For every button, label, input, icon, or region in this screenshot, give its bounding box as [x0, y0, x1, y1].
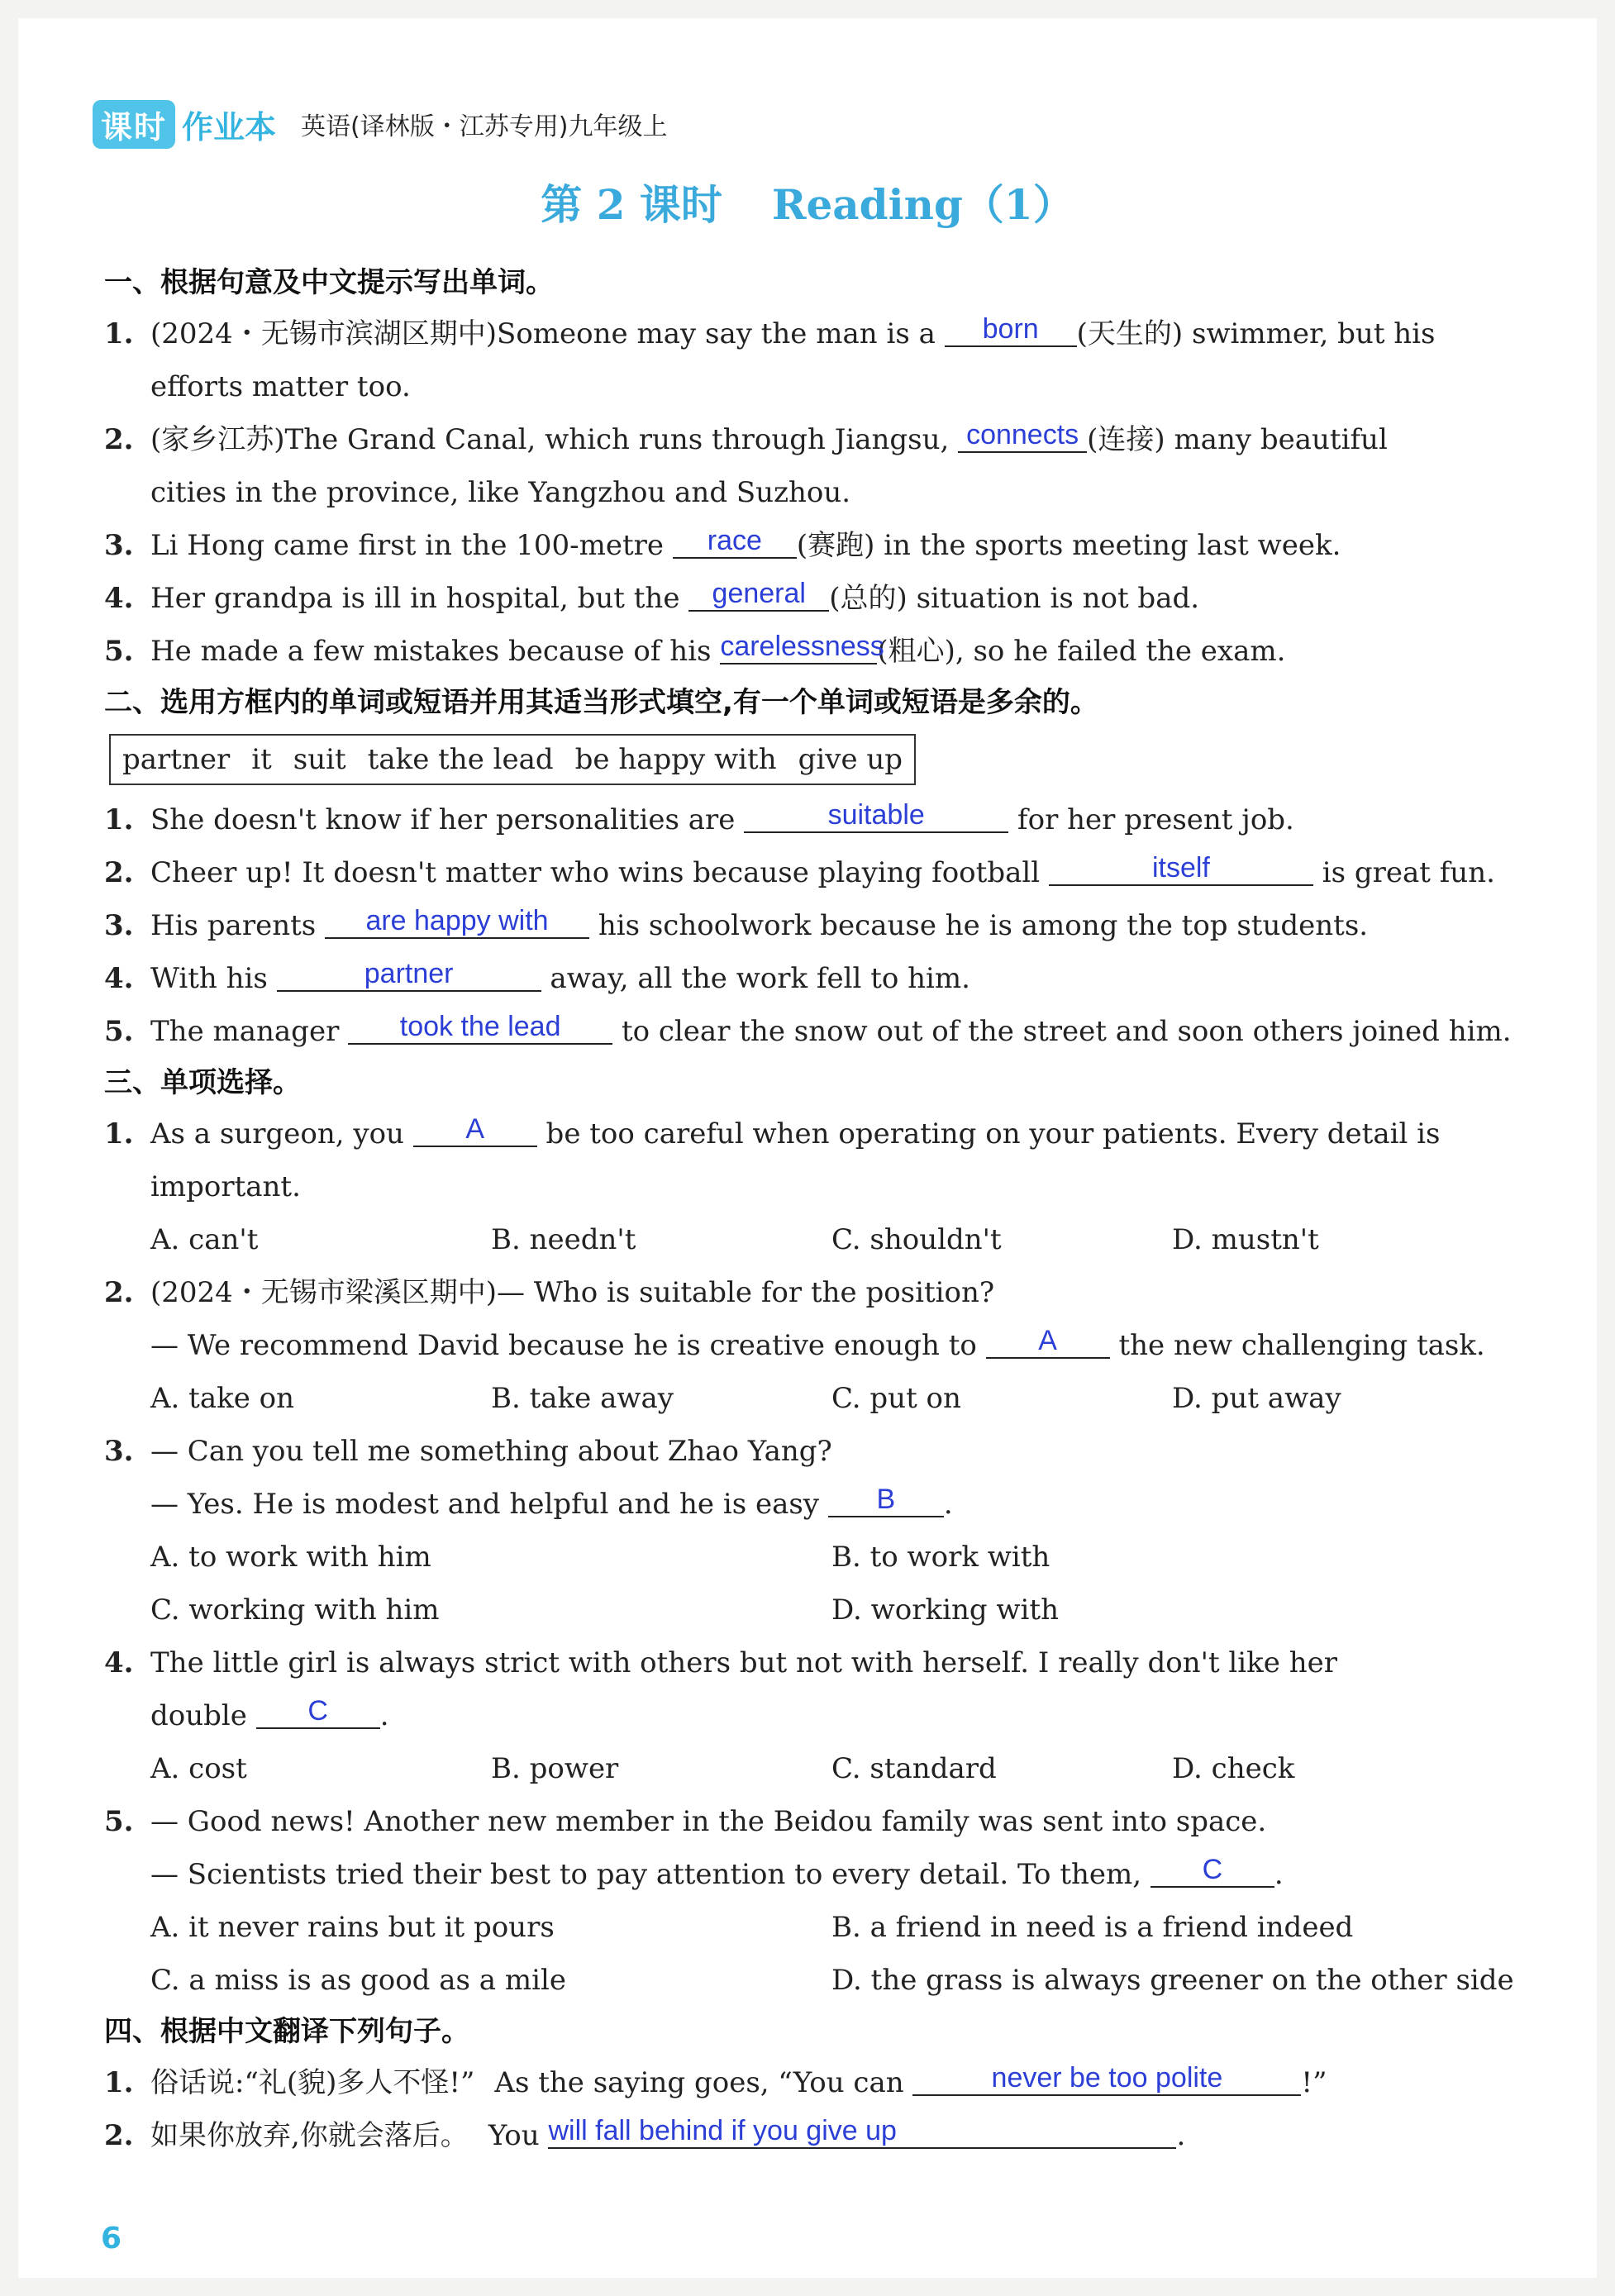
option[interactable]: D. mustn't [1172, 1223, 1319, 1256]
s3-question-3-answer-line: — Yes. He is modest and helpful and he is easy B . [150, 1484, 953, 1521]
section-3-heading: 三、单项选择。 [104, 1066, 301, 1099]
answer-blank[interactable]: B [828, 1483, 944, 1517]
s3-question-5: 5. — Good news! Another new member in the Beidou family was sent into space. [104, 1805, 1267, 1838]
option[interactable]: B. a friend in need is a friend indeed [831, 1911, 1354, 1944]
s4-question-2: 2. 如果你放弃,你就会落后。 You will fall behind if you give up . [104, 2115, 1186, 2152]
s2-question-4: 4. With his partner away, all the work fell to him. [104, 958, 970, 995]
s2-question-3: 3. His parents are happy with his schoolwork because he is among the top students. [104, 905, 1369, 942]
answer-blank[interactable]: took the lead [348, 1010, 612, 1045]
s4-question-1: 1. 俗话说:“礼(貌)多人不怪!” As the saying goes, “You can never be too polite !” [104, 2062, 1327, 2099]
page [18, 18, 1597, 2278]
s2-question-2: 2. Cheer up! It doesn't matter who wins because playing football itself is great fun. [104, 852, 1495, 889]
s2-question-1: 1. She doesn't know if her personalities are suitable for her present job. [104, 799, 1294, 836]
s3-question-3: 3. — Can you tell me something about Zhao Yang? [104, 1435, 832, 1468]
word-box [109, 734, 916, 785]
answer-blank[interactable]: carelessness [720, 630, 877, 665]
answer-blank[interactable]: born [945, 312, 1077, 347]
s3-question-1: 1. As a surgeon, you A be too careful when operating on your patients. Every detail is [104, 1113, 1441, 1150]
worksheet-content [104, 258, 1526, 2162]
s3-question-2: 2. (2024・无锡市梁溪区期中)— Who is suitable for the position? [104, 1276, 995, 1309]
option[interactable]: A. cost [150, 1752, 247, 1785]
option[interactable]: D. working with [831, 1593, 1059, 1627]
options-row [104, 1372, 1526, 1425]
answer-blank[interactable]: C [256, 1694, 380, 1729]
option[interactable]: B. needn't [491, 1223, 636, 1256]
word-box-item: suit [293, 743, 346, 776]
brand-name: 作业本 [182, 108, 277, 145]
options-row [104, 1213, 1526, 1266]
options-row [104, 1901, 1526, 1954]
option[interactable]: D. put away [1172, 1382, 1341, 1415]
option[interactable]: A. to work with him [150, 1541, 431, 1574]
answer-blank[interactable]: are happy with [325, 904, 589, 939]
options-row [104, 1742, 1526, 1795]
answer-blank[interactable]: general [688, 577, 829, 612]
option[interactable]: D. the grass is always greener on the other side [831, 1964, 1514, 1997]
options-row [104, 1584, 1526, 1636]
brand-logo-mark: 课时 [93, 100, 175, 149]
answer-blank[interactable]: race [673, 524, 797, 559]
section-1-heading: 一、根据句意及中文提示写出单词。 [104, 266, 554, 299]
option[interactable]: A. it never rains but it pours [150, 1911, 555, 1944]
answer-blank[interactable]: will fall behind if you give up [548, 2114, 1176, 2149]
page-title [18, 172, 1597, 231]
option[interactable]: A. can't [150, 1223, 259, 1256]
s3-question-1-cont: important. [150, 1170, 301, 1203]
s1-question-2-cont: cities in the province, like Yangzhou and Suzhou. [150, 476, 851, 509]
answer-blank[interactable]: C [1151, 1853, 1274, 1888]
section-4-heading: 四、根据中文翻译下列句子。 [104, 2015, 469, 2048]
s1-question-3: 3. Li Hong came first in the 100-metre race (赛跑) in the sports meeting last week. [104, 525, 1341, 562]
s1-question-2: 2. (家乡江苏)The Grand Canal, which runs through Jiangsu, connects (连接) many beautiful [104, 419, 1388, 456]
subject-label: 英语(译林版・江苏专用)九年级上 [301, 112, 668, 141]
option[interactable]: B. power [491, 1752, 619, 1785]
answer-blank[interactable]: suitable [744, 798, 1008, 833]
option[interactable]: C. working with him [150, 1593, 440, 1627]
option[interactable]: C. standard [831, 1752, 997, 1785]
page-number: 6 [101, 2222, 122, 2256]
option[interactable]: B. to work with [831, 1541, 1050, 1574]
s3-question-4: 4. The little girl is always strict with others but not with herself. I really don't like her [104, 1646, 1337, 1679]
word-box-item: take the lead [367, 743, 554, 776]
brand-logo [93, 100, 276, 149]
answer-blank[interactable]: itself [1049, 851, 1313, 886]
s3-question-4-answer-line: double C . [150, 1695, 389, 1732]
answer-blank[interactable]: never be too polite [912, 2061, 1301, 2096]
s1-question-4: 4. Her grandpa is ill in hospital, but the general (总的) situation is not bad. [104, 578, 1200, 615]
lesson-number: 第 2 课时 [541, 180, 722, 229]
word-box-item: partner [122, 743, 231, 776]
s1-question-5: 5. He made a few mistakes because of his carelessness(粗心), so he failed the exam. [104, 631, 1286, 668]
lesson-topic: Reading（1） [771, 180, 1074, 229]
word-box-item: give up [798, 743, 903, 776]
answer-blank[interactable]: A [986, 1324, 1110, 1359]
s2-question-5: 5. The manager took the lead to clear the snow out of the street and soon others joined him. [104, 1011, 1512, 1048]
option[interactable]: A. take on [150, 1382, 295, 1415]
answer-blank[interactable]: partner [277, 957, 541, 992]
answer-blank[interactable]: A [413, 1112, 537, 1147]
options-row [104, 1531, 1526, 1584]
option[interactable]: C. a miss is as good as a mile [150, 1964, 566, 1997]
word-box-item: be happy with [574, 743, 777, 776]
section-2-heading: 二、选用方框内的单词或短语并用其适当形式填空,有一个单词或短语是多余的。 [104, 686, 1098, 719]
options-row [104, 1954, 1526, 2007]
s3-question-2-answer-line: — We recommend David because he is creative enough to A the new challenging task. [150, 1325, 1485, 1362]
header [93, 99, 667, 149]
s3-question-5-answer-line: — Scientists tried their best to pay attention to every detail. To them, C . [150, 1854, 1284, 1891]
option[interactable]: C. shouldn't [831, 1223, 1002, 1256]
option[interactable]: D. check [1172, 1752, 1295, 1785]
answer-blank[interactable]: connects [958, 418, 1087, 453]
option[interactable]: C. put on [831, 1382, 961, 1415]
word-box-item: it [251, 743, 272, 776]
option[interactable]: B. take away [491, 1382, 674, 1415]
s1-question-1-cont: efforts matter too. [150, 370, 411, 403]
s1-question-1: 1. (2024・无锡市滨湖区期中)Someone may say the man is a born (天生的) swimmer, but his [104, 313, 1436, 350]
